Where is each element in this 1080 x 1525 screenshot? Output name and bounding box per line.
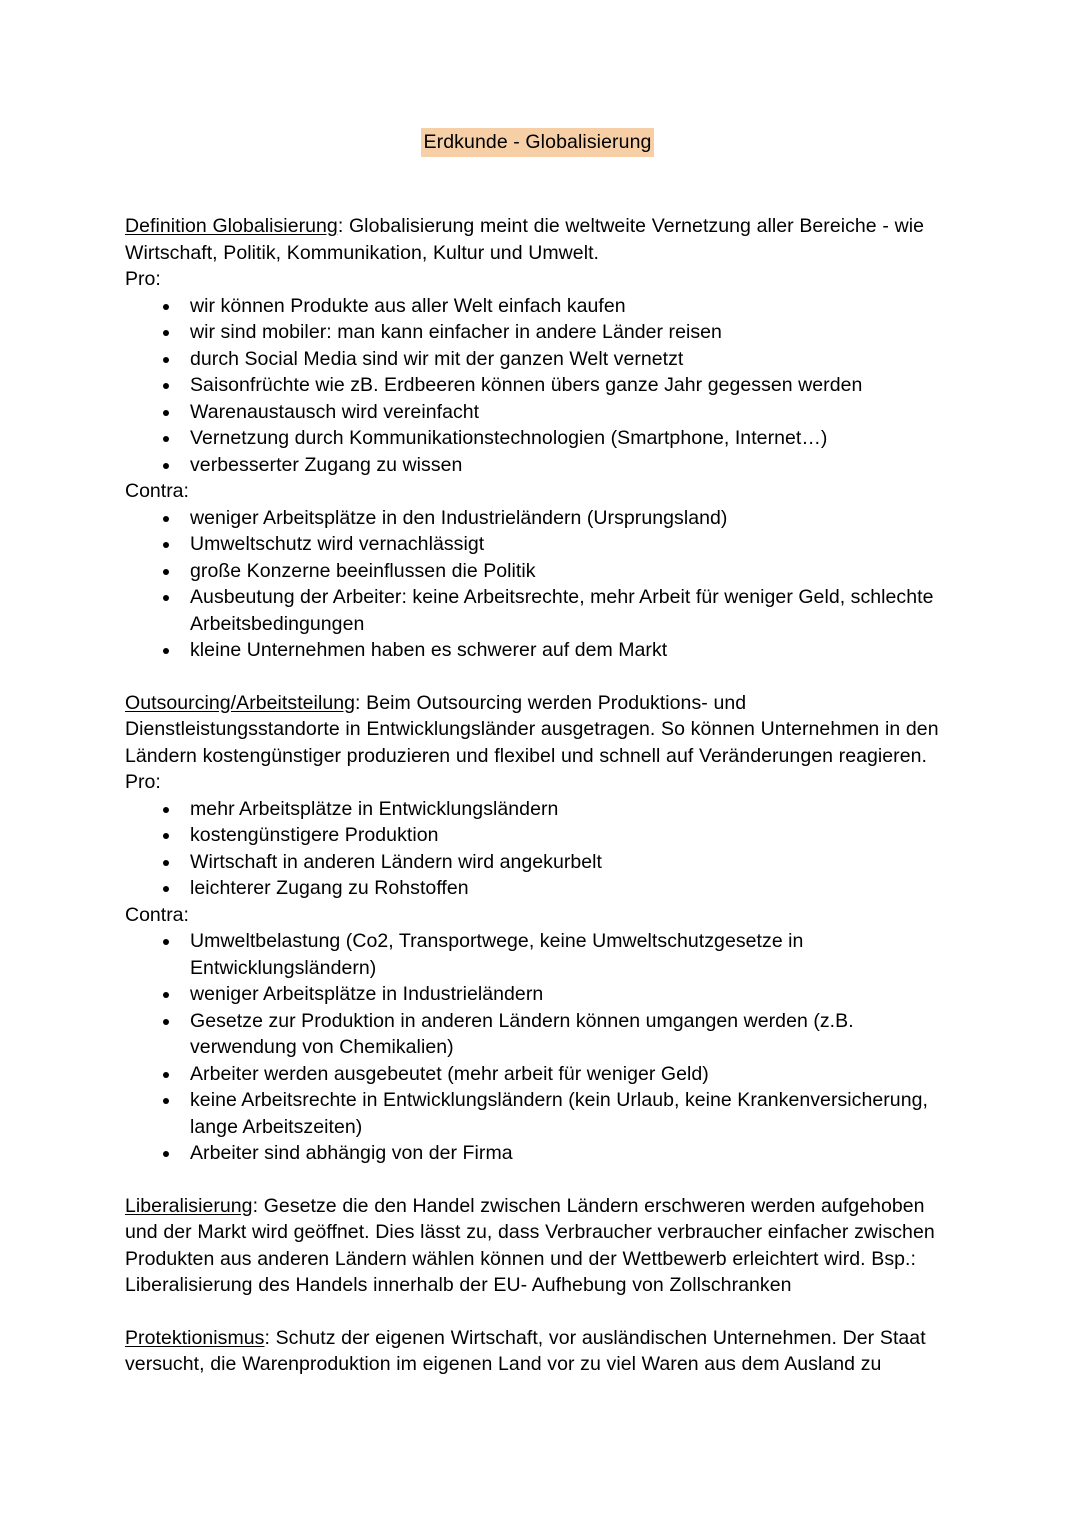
outsourcing-body: : Beim Outsourcing werden Produktions- und Dienstleistungsstandorte in Entwicklungsländer ausgetragen. So können Unternehmen in den Ländern kostengünstiger produzieren und flexibel und schnell auf Veränderungen reagieren. — [125, 691, 939, 767]
protektionismus-body: : Schutz der eigenen Wirtschaft, vor ausländischen Unternehmen. Der Staat versucht, die Warenproduktion im eigenen Land vor zu viel Waren aus dem Ausland zu — [125, 1326, 926, 1375]
list-item: Saisonfrüchte wie zB. Erdbeeren können übers ganze Jahr gegessen werden — [125, 372, 950, 399]
list-item: wir sind mobiler: man kann einfacher in andere Länder reisen — [125, 319, 950, 346]
outsourcing-pro-list — [125, 796, 950, 902]
list-item: kostengünstigere Produktion — [125, 822, 950, 849]
list-item: Umweltschutz wird vernachlässigt — [125, 531, 950, 558]
list-item: Arbeiter werden ausgebeutet (mehr arbeit für weniger Geld) — [125, 1061, 950, 1088]
list-item: verbesserter Zugang zu wissen — [125, 452, 950, 479]
definition-contra-label: Contra: — [125, 480, 189, 502]
outsourcing-term: Outsourcing/Arbeitsteilung — [125, 691, 356, 714]
list-item: mehr Arbeitsplätze in Entwicklungsländern — [125, 796, 950, 823]
list-item: Ausbeutung der Arbeiter: keine Arbeitsrechte, mehr Arbeit für weniger Geld, schlechte Arbeitsbedingungen — [125, 584, 950, 637]
list-item: Arbeiter sind abhängig von der Firma — [125, 1140, 950, 1167]
list-item: leichterer Zugang zu Rohstoffen — [125, 875, 950, 902]
list-item: Umweltbelastung (Co2, Transportwege, keine Umweltschutzgesetze in Entwicklungsländern) — [125, 928, 950, 981]
document-title-row — [125, 128, 950, 157]
definition-term: Definition Globalisierung — [125, 215, 338, 237]
list-item: wir können Produkte aus aller Welt einfach kaufen — [125, 293, 950, 320]
definition-contra-list — [125, 505, 950, 664]
liberalisierung-paragraph — [125, 1193, 950, 1299]
list-item: kleine Unternehmen haben es schwerer auf dem Markt — [125, 637, 950, 664]
page-title: Erdkunde - Globalisierung — [421, 128, 655, 157]
outsourcing-contra-list — [125, 928, 950, 1167]
section-definition — [125, 213, 950, 664]
list-item: keine Arbeitsrechte in Entwicklungsländern (kein Urlaub, keine Krankenversicherung, lange Arbeitszeiten) — [125, 1087, 950, 1140]
outsourcing-paragraph — [125, 690, 950, 770]
section-protektionismus — [125, 1325, 950, 1378]
section-outsourcing — [125, 690, 950, 1167]
list-item: große Konzerne beeinflussen die Politik — [125, 558, 950, 585]
list-item: weniger Arbeitsplätze in Industrieländern — [125, 981, 950, 1008]
outsourcing-pro-label: Pro: — [125, 771, 161, 793]
list-item: Vernetzung durch Kommunikationstechnologien (Smartphone, Internet…) — [125, 425, 950, 452]
definition-pro-label: Pro: — [125, 268, 161, 290]
protektionismus-paragraph — [125, 1325, 950, 1378]
definition-body: : Globalisierung meint die weltweite Vernetzung aller Bereiche - wie Wirtschaft, Politik, Kommunikation, Kultur und Umwelt. — [125, 215, 924, 264]
list-item: weniger Arbeitsplätze in den Industrieländern (Ursprungsland) — [125, 505, 950, 532]
list-item: durch Social Media sind wir mit der ganzen Welt vernetzt — [125, 346, 950, 373]
list-item: Warenaustausch wird vereinfacht — [125, 399, 950, 426]
section-liberalisierung — [125, 1193, 950, 1299]
list-item: Wirtschaft in anderen Ländern wird angekurbelt — [125, 849, 950, 876]
liberalisierung-term: Liberalisierung — [125, 1194, 253, 1217]
definition-paragraph — [125, 213, 950, 266]
document-content — [125, 0, 950, 1378]
outsourcing-contra-label: Contra: — [125, 903, 189, 926]
liberalisierung-body: : Gesetze die den Handel zwischen Ländern erschweren werden aufgehoben und der Markt wird geöffnet. Dies lässt zu, dass Verbraucher verbraucher einfacher zwischen Produkten aus anderen Ländern wählen können und der Wettbewerb erleichtert wird. Bsp.: Liberalisierung des Handels innerhalb der EU- Aufhebung von Zollschranken — [125, 1194, 935, 1296]
definition-pro-list — [125, 293, 950, 479]
protektionismus-term: Protektionismus — [125, 1326, 265, 1349]
list-item: Gesetze zur Produktion in anderen Ländern können umgangen werden (z.B. verwendung von Chemikalien) — [125, 1008, 950, 1061]
